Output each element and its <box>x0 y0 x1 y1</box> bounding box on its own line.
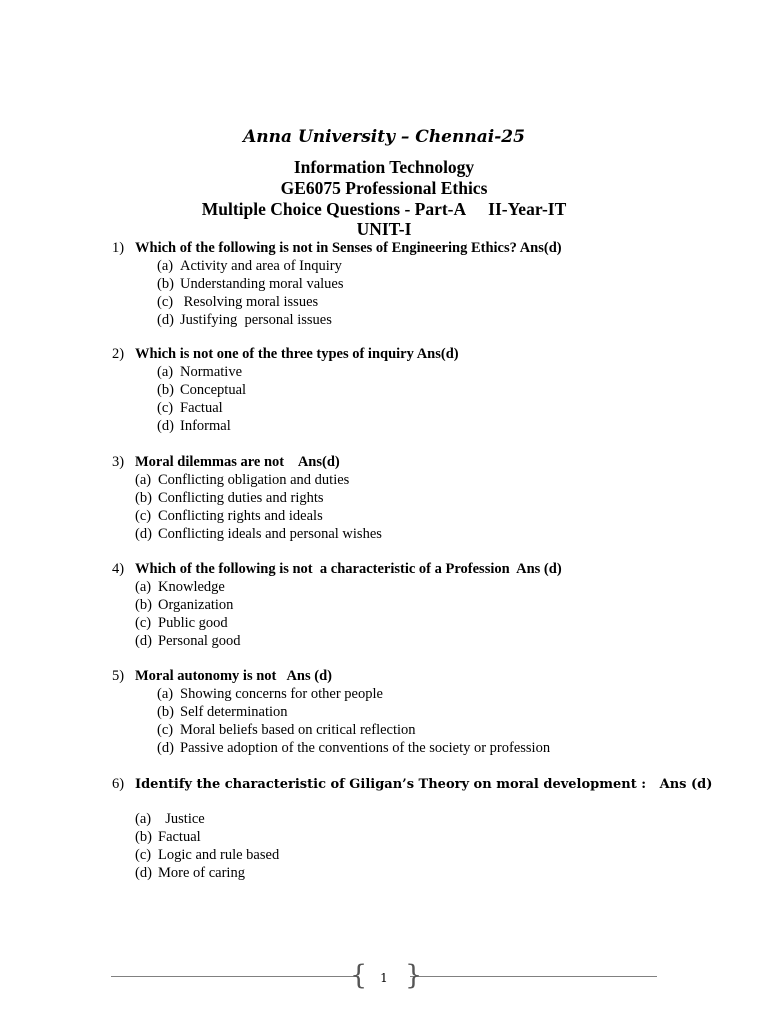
option-label: (b) <box>157 275 174 292</box>
option-text: Conceptual <box>180 381 247 398</box>
option-text: Moral beliefs based on critical reflection <box>180 721 416 738</box>
option-text: Factual <box>158 828 201 845</box>
option-label: (a) <box>135 471 152 488</box>
option-label: (a) <box>157 685 174 702</box>
option-text: Passive adoption of the conventions of the society or profession <box>180 739 551 756</box>
page-number: 1 <box>380 971 388 985</box>
option-text: Public good <box>158 614 228 631</box>
question-text: Which is not one of the three types of inquiry Ans(d) <box>135 346 459 362</box>
option-list <box>157 258 562 330</box>
course-title: GE6075 Professional Ethics <box>280 178 488 198</box>
option-d <box>135 633 562 651</box>
right-brace-icon: } <box>405 960 423 991</box>
question-stem <box>112 240 562 258</box>
option-b <box>157 382 459 400</box>
question-4 <box>112 561 562 651</box>
option-text: Justifying personal issues <box>180 311 332 328</box>
option-d <box>157 418 459 436</box>
option-label: (d) <box>135 525 152 542</box>
option-label: (b) <box>157 703 174 720</box>
option-list <box>135 579 562 651</box>
option-d <box>135 865 712 883</box>
option-b <box>157 704 550 722</box>
part-year-line <box>0 199 768 220</box>
question-number: 6) <box>112 776 125 792</box>
option-b <box>135 829 712 847</box>
option-a <box>157 686 550 704</box>
option-a <box>135 811 712 829</box>
question-1 <box>112 240 562 330</box>
question-5 <box>112 668 550 758</box>
option-label: (c) <box>157 293 174 310</box>
option-label: (b) <box>135 489 152 506</box>
option-c <box>157 722 550 740</box>
option-label: (d) <box>135 864 152 881</box>
option-text: Logic and rule based <box>158 846 280 863</box>
option-list <box>157 364 459 436</box>
question-number: 4) <box>112 561 125 577</box>
option-a <box>157 364 459 382</box>
option-a <box>135 579 562 597</box>
option-text: Self determination <box>180 703 288 720</box>
university-title: Anna University – Chennai-25 <box>243 127 525 147</box>
question-text: Identify the characteristic of Giligan’s Theory on moral development : Ans (d) <box>135 777 713 792</box>
option-a <box>157 258 562 276</box>
option-text: Organization <box>158 596 234 613</box>
option-text: Knowledge <box>158 578 225 595</box>
question-text: Which of the following is not a characteristic of a Profession Ans (d) <box>135 561 562 577</box>
option-list <box>135 472 382 544</box>
option-text: Personal good <box>158 632 241 649</box>
option-label: (d) <box>157 417 174 434</box>
option-a <box>135 472 382 490</box>
option-c <box>157 400 459 418</box>
option-label: (c) <box>135 614 152 631</box>
option-d <box>157 740 550 758</box>
option-text: Informal <box>180 417 231 434</box>
option-label: (a) <box>135 810 152 827</box>
question-text: Moral autonomy is not Ans (d) <box>135 668 332 684</box>
option-text: Conflicting ideals and personal wishes <box>158 525 382 542</box>
option-label: (c) <box>135 507 152 524</box>
question-6 <box>112 776 712 883</box>
option-c <box>157 294 562 312</box>
option-b <box>157 276 562 294</box>
option-text: Normative <box>180 363 243 380</box>
option-label: (d) <box>135 632 152 649</box>
option-d <box>157 312 562 330</box>
question-stem <box>112 776 712 794</box>
option-c <box>135 615 562 633</box>
option-label: (a) <box>157 363 174 380</box>
option-b <box>135 490 382 508</box>
option-label: (a) <box>135 578 152 595</box>
option-label: (a) <box>157 257 174 274</box>
option-label: (c) <box>135 846 152 863</box>
option-b <box>135 597 562 615</box>
option-d <box>135 526 382 544</box>
option-text: Conflicting obligation and duties <box>158 471 350 488</box>
question-2 <box>112 346 459 436</box>
option-text: Resolving moral issues <box>180 293 319 310</box>
question-number: 5) <box>112 668 125 684</box>
year-label: II-Year-IT <box>488 199 567 219</box>
option-label: (b) <box>157 381 174 398</box>
unit-title: UNIT-I <box>356 219 412 239</box>
option-text: Conflicting rights and ideals <box>158 507 323 524</box>
option-text: More of caring <box>158 864 245 881</box>
question-stem <box>112 561 562 579</box>
question-text: Which of the following is not in Senses of Engineering Ethics? Ans(d) <box>135 240 562 256</box>
option-c <box>135 847 712 865</box>
part-title: Multiple Choice Questions - Part-A <box>201 199 467 219</box>
question-number: 1) <box>112 240 125 256</box>
option-c <box>135 508 382 526</box>
option-text: Understanding moral values <box>180 275 344 292</box>
option-label: (b) <box>135 596 152 613</box>
option-list <box>135 811 712 883</box>
question-number: 2) <box>112 346 125 362</box>
option-label: (d) <box>157 311 174 328</box>
question-text: Moral dilemmas are not Ans(d) <box>135 454 340 470</box>
left-brace-icon: { <box>350 960 368 991</box>
question-stem <box>112 346 459 364</box>
question-3 <box>112 454 382 544</box>
option-text: Showing concerns for other people <box>180 685 383 702</box>
option-label: (c) <box>157 399 174 416</box>
option-label: (d) <box>157 739 174 756</box>
question-stem <box>112 668 550 686</box>
option-text: Conflicting duties and rights <box>158 489 324 506</box>
option-list <box>157 686 550 758</box>
option-label: (b) <box>135 828 152 845</box>
department-title: Information Technology <box>293 157 475 177</box>
option-label: (c) <box>157 721 174 738</box>
question-number: 3) <box>112 454 125 470</box>
option-text: Factual <box>180 399 223 416</box>
question-stem <box>112 454 382 472</box>
option-text: Activity and area of Inquiry <box>180 257 342 274</box>
option-text: Justice <box>158 810 205 827</box>
